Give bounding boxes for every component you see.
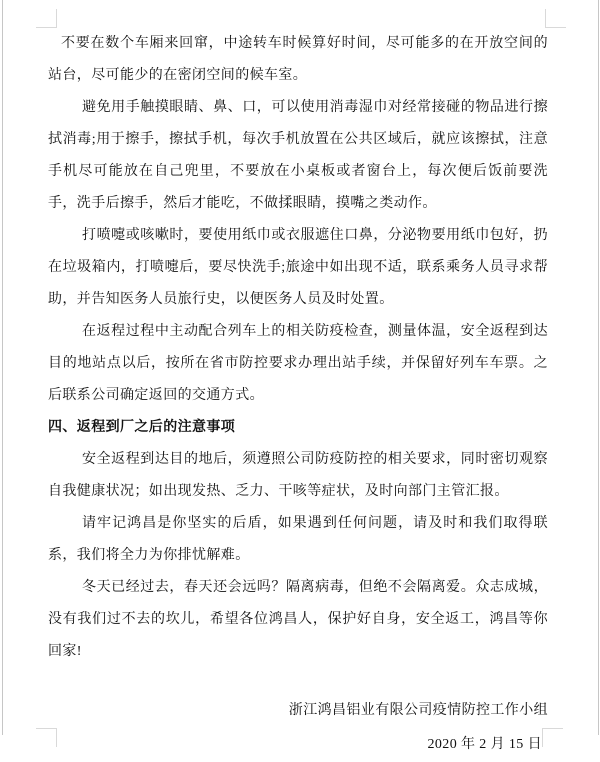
paragraph-closing-message: 冬天已经过去，春天还会远吗？隔离病毒，但绝不会隔离爱。众志成城，没有我们过不去的坎儿，希望各位鸿昌人，保护好自身，安全返工，鸿昌等你回家!	[48, 580, 548, 659]
paragraph-travel-carriage: 不要在数个车厢来回窜，中途转车时候算好时间，尽可能多的在开放空间的站台，尽可能少的在密闭空间的候车室。	[48, 36, 548, 83]
paragraph-sneeze-etiquette: 打喷嚏或咳嗽时，要使用纸巾或衣服遮住口鼻，分泌物要用纸巾包好，扔在垃圾箱内，打喷嚏后，要尽快洗手;旅途中如出现不适，联系乘务人员寻求帮助，并告知医务人员旅行史，以便医务人员及时处置。	[48, 228, 548, 307]
paragraph-health-monitoring: 安全返程到达目的地后，须遵照公司防疫防控的相关要求，同时密切观察自我健康状况；如出现发热、乏力、干咳等症状，及时向部门主管汇报。	[48, 452, 548, 499]
signature-company: 浙江鸿昌铝业有限公司疫情防控工作小组	[288, 703, 548, 718]
paragraph-company-support: 请牢记鸿昌是你坚实的后盾，如果遇到任何问题，请及时和我们取得联系，我们将全力为你排忧解难。	[48, 516, 548, 563]
text-boundary-mark-top-right	[545, 9, 566, 28]
text-boundary-mark-top-left	[36, 9, 57, 28]
page-edge-left	[2, 0, 3, 735]
paragraph-train-inspection: 在返程过程中主动配合列车上的相关防疫检查，测量体温，安全返程到达目的地站点以后，按所在省市防控要求办理出站手续，并保留好列车车票。之后联系公司确定返回的交通方式。	[48, 324, 548, 403]
signature-block	[48, 694, 548, 762]
section-heading-after-return: 四、返程到厂之后的注意事项	[48, 420, 236, 435]
page-edge-right	[598, 0, 599, 735]
document-body	[48, 28, 548, 762]
signature-date: 2020 年 2 月 15 日	[427, 737, 542, 752]
paragraph-hand-hygiene: 避免用手触摸眼睛、鼻、口，可以使用消毒湿巾对经常接碰的物品进行擦拭消毒;用于擦手，擦拭手机，每次手机放置在公共区域后，就应该擦拭，注意手机尽可能放在自己兜里，不要放在小桌板或者窗台上，每次便后饭前要洗手，洗手后擦手，然后才能吃，不做揉眼睛，摸嘴之类动作。	[48, 100, 548, 211]
